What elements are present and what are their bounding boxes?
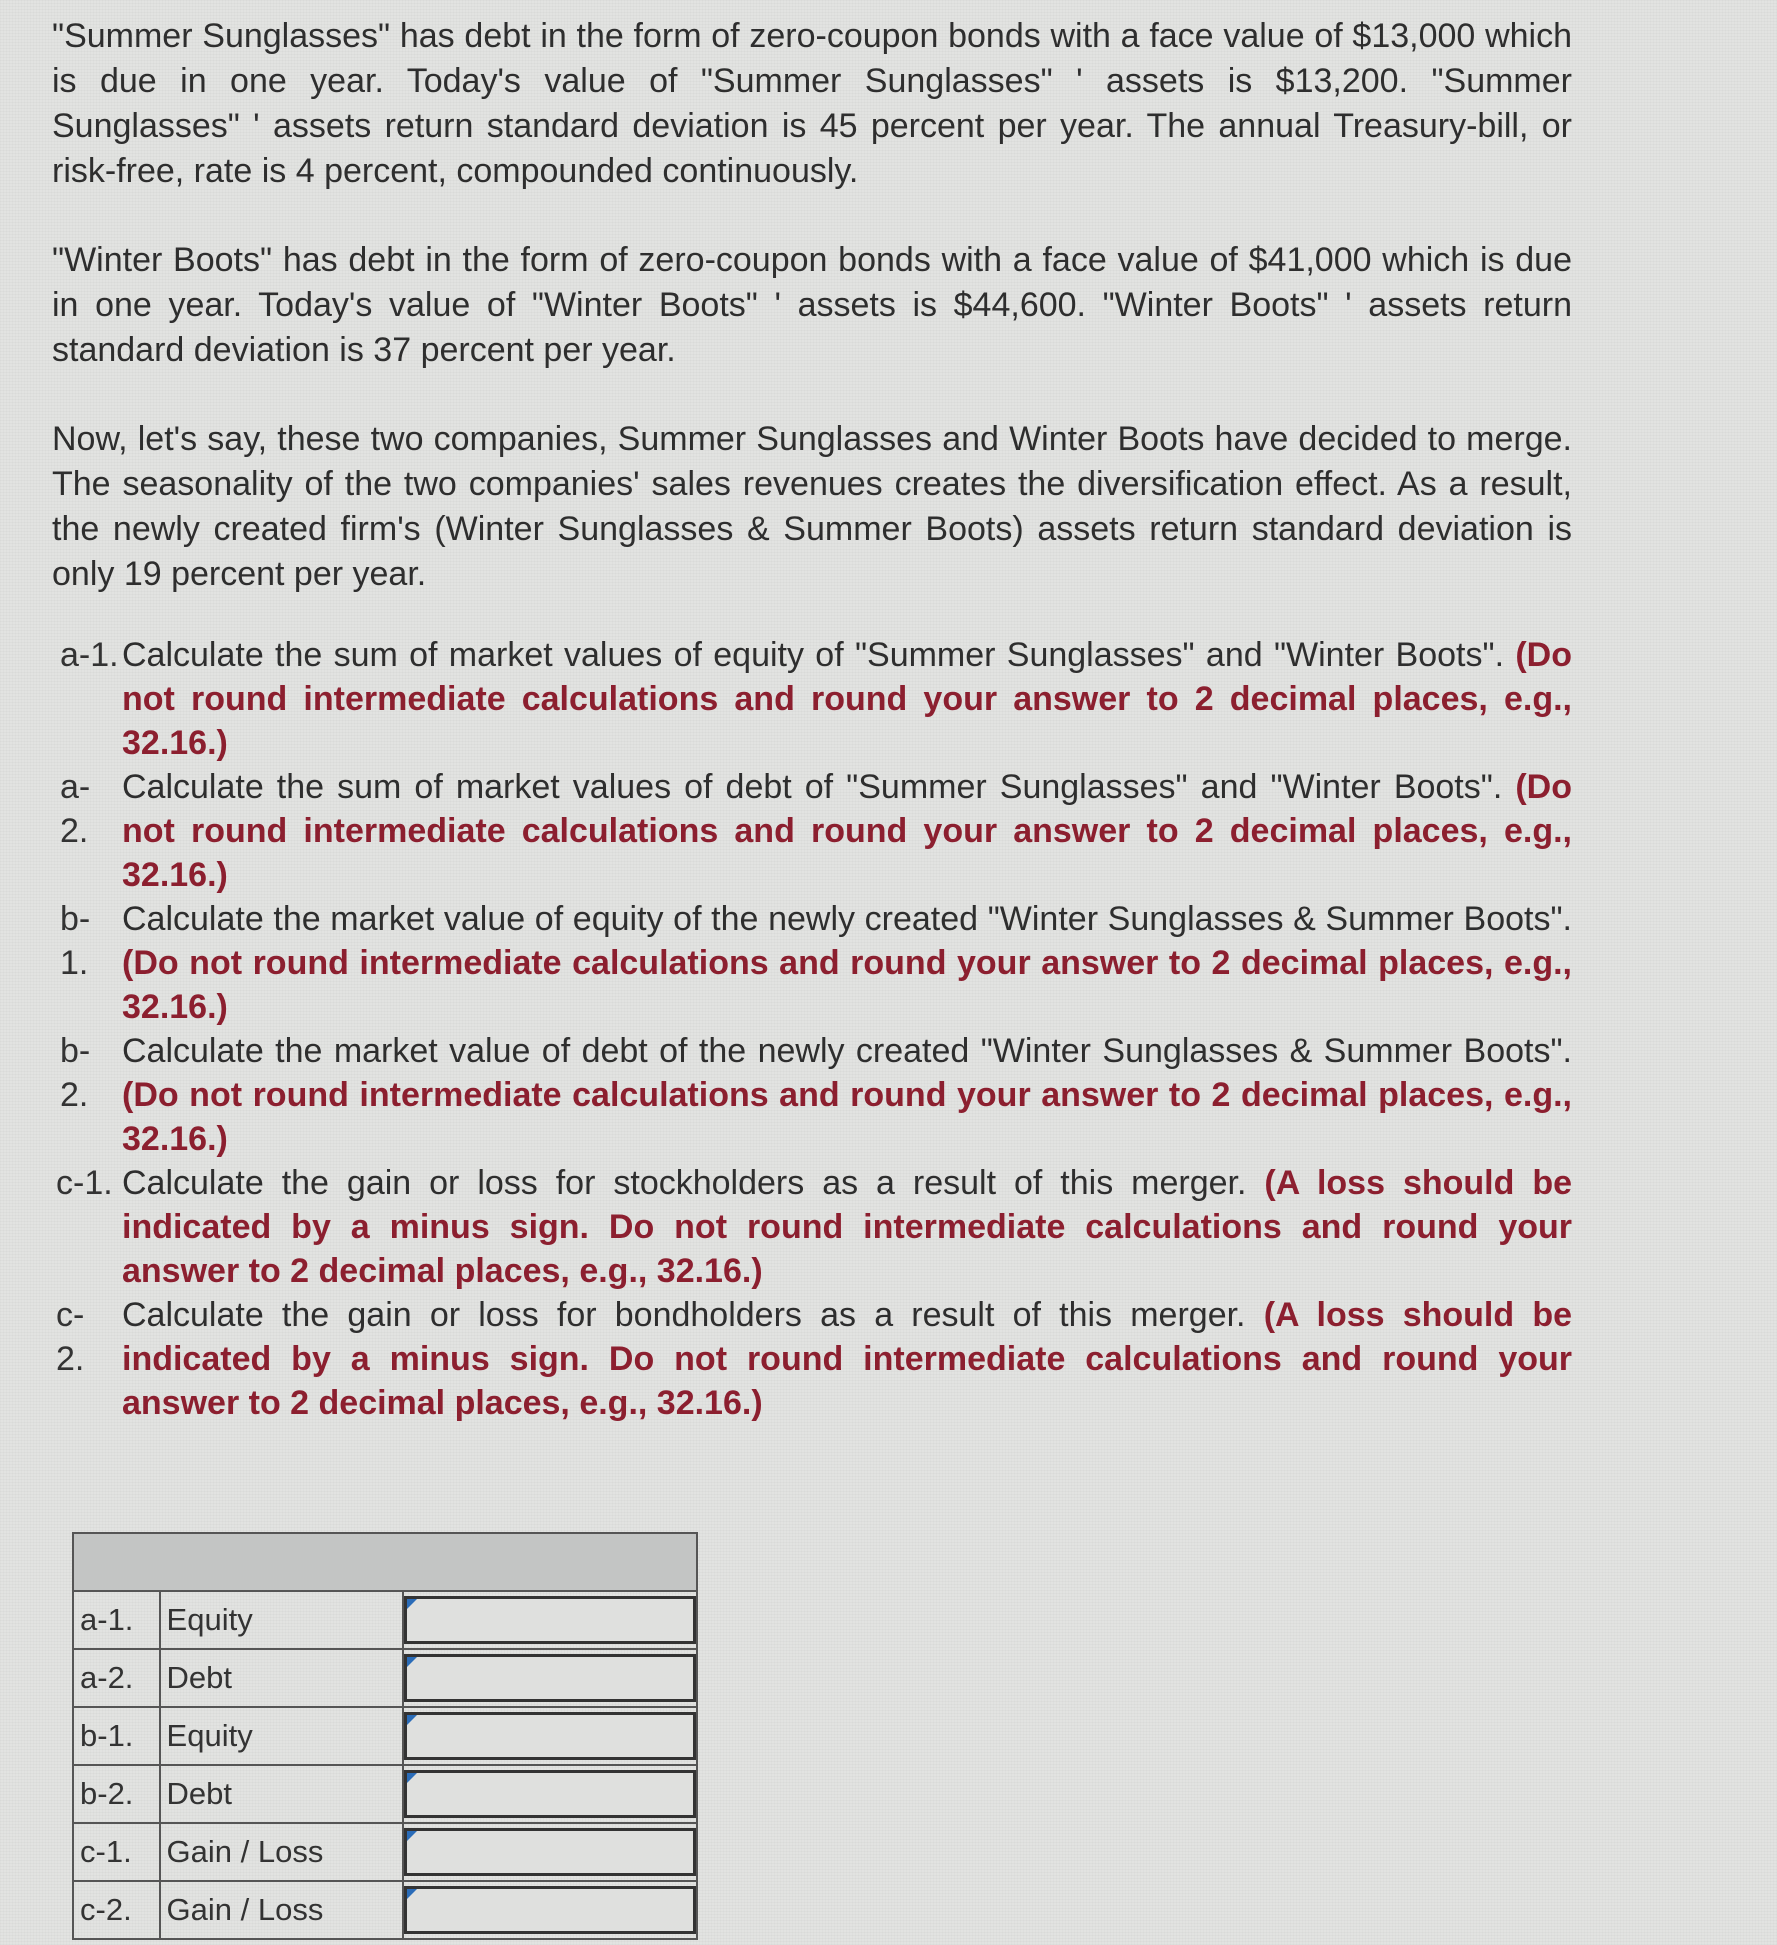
question-text: Calculate the gain or loss for bondholders as a result of this merger. [122,1296,1246,1334]
row-label: c-1. [73,1823,160,1881]
question-label: a-1. [60,636,119,674]
paragraph-merger: Now, let's say, these two companies, Summer Sunglasses and Winter Boots have decided to merge. The seasonality of the two companies' sales revenues creates the diversification effect. As a result, the newly created firm's (Winter Sunglasses & Summer Boots) assets return standard deviation is only 19 percent per year. [52,420,1572,593]
question-list [52,633,1572,1425]
table-row [73,1881,697,1939]
row-label: b-2. [73,1765,160,1823]
table-row [73,1765,697,1823]
question-a1 [52,633,1572,765]
question-b1 [52,897,1572,1029]
question-b2 [52,1029,1572,1161]
question-a2 [52,765,1572,897]
question-label: b- 1. [60,900,91,982]
problem-content [52,14,1572,1425]
row-item: Debt [160,1649,404,1707]
answer-input-a2-debt[interactable] [404,1654,696,1702]
row-item: Debt [160,1765,404,1823]
question-c1 [52,1161,1572,1293]
question-instruction: (A loss should be indicated by a minus sign. Do not round intermediate calculations and round your answer to 2 decimal places, e.g., 32.16.) [122,1164,1572,1290]
question-instruction: (A loss should be indicated by a minus sign. Do not round intermediate calculations and round your answer to 2 decimal places, e.g., 32.16.) [122,1296,1573,1422]
row-label: a-1. [73,1591,160,1649]
question-text: Calculate the market value of debt of the newly created "Winter Sunglasses & Summer Boots". [122,1032,1572,1070]
row-item: Gain / Loss [160,1823,404,1881]
question-label: a- 2. [60,768,91,850]
table-row [73,1707,697,1765]
row-label: a-2. [73,1649,160,1707]
question-instruction: (Do not round intermediate calculations and round your answer to 2 decimal places, e.g., 32.16.) [122,768,1572,894]
row-item: Equity [160,1591,404,1649]
row-label: c-2. [73,1881,160,1939]
row-item: Equity [160,1707,404,1765]
table-row [73,1823,697,1881]
answer-input-b2-debt[interactable] [404,1770,696,1818]
question-instruction: (Do not round intermediate calculations and round your answer to 2 decimal places, e.g., 32.16.) [122,1076,1572,1158]
question-text: Calculate the market value of equity of the newly created "Winter Sunglasses & Summer Boots". [122,900,1572,938]
answer-input-c2-gain-loss[interactable] [404,1886,696,1934]
answer-table-header [73,1533,697,1591]
question-label: c- 2. [56,1296,85,1378]
question-instruction: (Do not round intermediate calculations and round your answer to 2 decimal places, e.g., 32.16.) [122,636,1572,762]
question-c2 [52,1293,1572,1425]
question-text: Calculate the sum of market values of equity of "Summer Sunglasses" and "Winter Boots". [122,636,1505,674]
question-instruction: (Do not round intermediate calculations and round your answer to 2 decimal places, e.g., 32.16.) [122,944,1572,1026]
answer-table-header-cell [73,1533,697,1591]
answer-input-a1-equity[interactable] [404,1596,696,1644]
row-item: Gain / Loss [160,1881,404,1939]
table-row [73,1649,697,1707]
paragraph-winter-boots: "Winter Boots" has debt in the form of zero-coupon bonds with a face value of $41,000 which is due in one year. Today's value of "Winter Boots" ' assets is $44,600. "Winter Boots" ' assets return standard deviation is 37 percent per year. [52,241,1572,369]
table-row [73,1591,697,1649]
question-text: Calculate the sum of market values of debt of "Summer Sunglasses" and "Winter Boots". [122,768,1503,806]
answer-input-c1-gain-loss[interactable] [404,1828,696,1876]
answer-input-b1-equity[interactable] [404,1712,696,1760]
question-label: c-1. [56,1164,113,1202]
question-label: b- 2. [60,1032,91,1114]
question-text: Calculate the gain or loss for stockholders as a result of this merger. [122,1164,1247,1202]
paragraph-summer-sunglasses: "Summer Sunglasses" has debt in the form of zero-coupon bonds with a face value of $13,000 which is due in one year. Today's value of "Summer Sunglasses" ' assets is $13,200. "Summer Sunglasses" ' assets return standard deviation is 45 percent per year. The annual Treasury-bill, or risk-free, rate is 4 percent, compounded continuously. [52,17,1572,190]
answer-table [72,1532,698,1940]
row-label: b-1. [73,1707,160,1765]
